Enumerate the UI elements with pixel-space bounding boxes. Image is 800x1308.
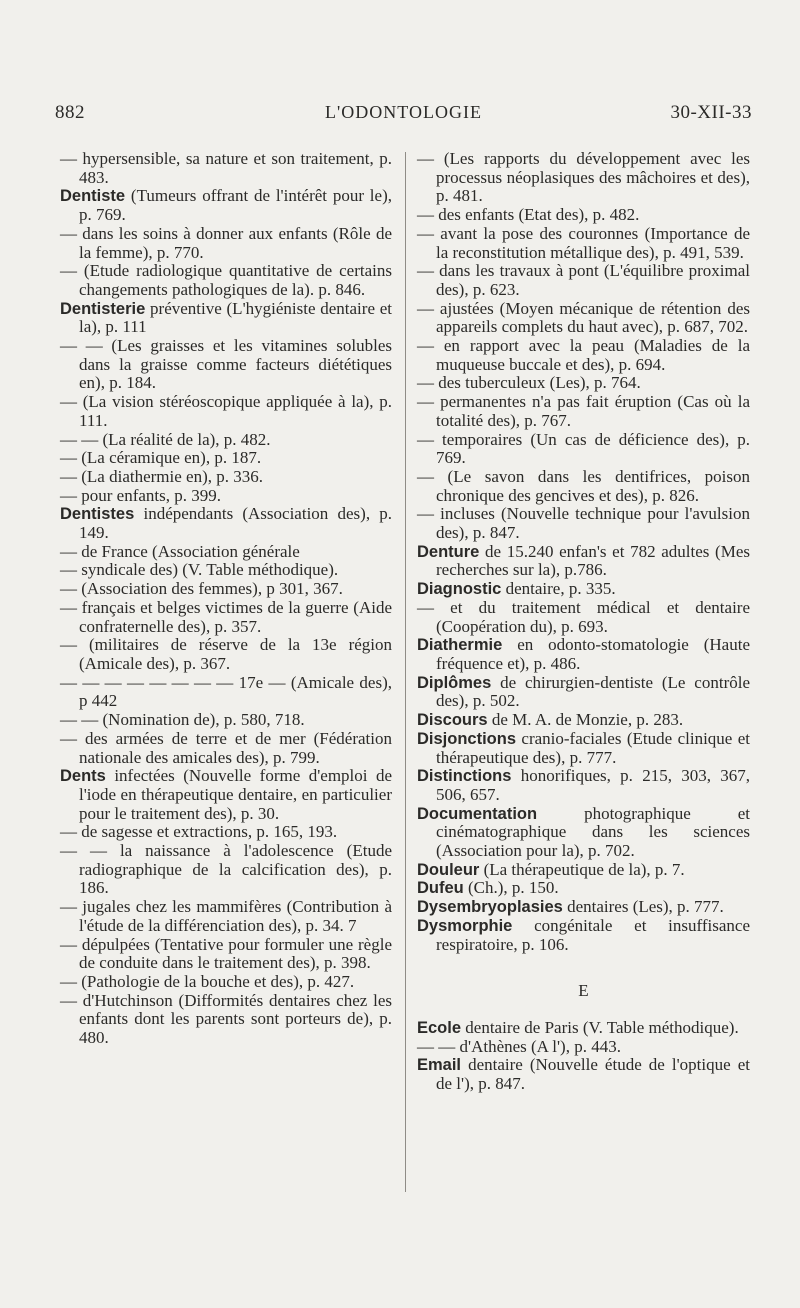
index-entry xyxy=(60,487,392,506)
index-entry xyxy=(60,636,392,673)
left-column xyxy=(60,150,392,1048)
entry-headword: Dysembryoplasies xyxy=(417,898,563,917)
right-column-d-entries xyxy=(417,150,750,954)
entry-text: — — d'Athènes (A l'), p. 443. xyxy=(417,1036,621,1056)
entry-text: — incluses (Nouvelle technique pour l'avulsion des), p. 847. xyxy=(417,504,750,543)
entry-headword: Douleur xyxy=(417,860,480,879)
right-column xyxy=(417,150,750,1094)
index-entry xyxy=(60,431,392,450)
entry-text: honorifiques, p. 215, 303, 367, 506, 657. xyxy=(436,766,750,804)
entry-text: — en rapport avec la peau (Maladies de la muqueuse buccale et des), p. 694. xyxy=(417,336,750,374)
entry-text: — de sagesse et extractions, p. 165, 193. xyxy=(60,822,338,842)
entry-text: — temporaires (Un cas de déficience des), p. 769. xyxy=(417,429,750,468)
index-entry xyxy=(60,842,392,898)
index-entry xyxy=(417,898,750,917)
entry-text: — français et belges victimes de la guerre (Aide confraternelle des), p. 357. xyxy=(60,597,392,636)
index-entry xyxy=(417,1038,750,1057)
index-entry xyxy=(60,599,392,636)
index-entry xyxy=(60,936,392,973)
index-entry xyxy=(417,300,750,337)
index-entry xyxy=(60,150,392,187)
index-entry xyxy=(60,337,392,393)
index-entry xyxy=(60,449,392,468)
entry-text: de M. A. de Monzie, p. 283. xyxy=(491,710,684,730)
page-number: 882 xyxy=(55,102,85,123)
entry-text: infectées (Nouvelle forme d'emploi de l'iode en thérapeutique dentaire, en particulier pour le traitement des), p. 30. xyxy=(79,766,393,823)
entry-text: dentaires (Les), p. 777. xyxy=(567,897,724,917)
index-entry xyxy=(417,1019,750,1038)
entry-headword: Dentiste xyxy=(60,187,126,206)
entry-headword: Denture xyxy=(417,542,480,561)
entry-text: congénitale et insuffisance respiratoire, p. 106. xyxy=(436,915,751,954)
index-entry xyxy=(60,468,392,487)
entry-headword: Dents xyxy=(60,767,106,786)
index-entry xyxy=(417,1056,750,1093)
entry-text: — des tuberculeux (Les), p. 764. xyxy=(417,373,641,393)
entry-text: — avant la pose des couronnes (Importance de la reconstitution métallique des), p. 491, 539. xyxy=(417,223,750,262)
index-entry xyxy=(417,206,750,225)
entry-text: — (Pathologie de la bouche et des), p. 427. xyxy=(60,971,355,991)
entry-text: — (La céramique en), p. 187. xyxy=(60,448,262,468)
entry-text: en odonto-stomatologie (Haute fréquence et), p. 486. xyxy=(436,635,750,673)
entry-text: — (La diathermie en), p. 336. xyxy=(60,466,263,486)
entry-text: — ajustées (Moyen mécanique de rétention des appareils complets du haut avec), p. 687, 702. xyxy=(417,298,750,337)
entry-headword: Dufeu xyxy=(417,879,464,898)
index-entry xyxy=(417,805,750,861)
index-entry xyxy=(60,300,392,337)
entry-text: de chirurgien-dentiste (Le contrôle des), p. 502. xyxy=(436,672,750,711)
entry-text: — dans les travaux à pont (L'équilibre proximal des), p. 623. xyxy=(417,261,750,299)
entry-text: — dans les soins à donner aux enfants (Rôle de la femme), p. 770. xyxy=(60,223,392,262)
entry-text: — (militaires de réserve de la 13e région (Amicale des), p. 367. xyxy=(60,635,392,673)
entry-text: — syndicale des) (V. Table méthodique). xyxy=(60,560,339,580)
entry-text: — dépulpées (Tentative pour formuler une règle de conduite dans le traitement des), p. 398. xyxy=(60,934,392,973)
issue-date: 30-XII-33 xyxy=(670,102,752,123)
index-entry xyxy=(417,468,750,505)
index-entry xyxy=(60,393,392,430)
section-letter: E xyxy=(578,981,589,1001)
column-divider xyxy=(405,152,406,1192)
index-entry xyxy=(417,337,750,374)
index-entry xyxy=(60,580,392,599)
entry-text: (Tumeurs offrant de l'intérêt pour le), p. 769. xyxy=(79,186,392,225)
index-entry xyxy=(417,580,750,599)
entry-text: indépendants (Association des), p. 149. xyxy=(79,504,393,543)
index-entry xyxy=(417,374,750,393)
entry-headword: Disjonctions xyxy=(417,729,517,748)
entry-headword: Documentation xyxy=(417,804,538,823)
running-title: L'ODONTOLOGIE xyxy=(325,102,482,122)
entry-text: préventive (L'hygiéniste dentaire et la), p. 111 xyxy=(79,298,392,337)
index-entry xyxy=(60,730,392,767)
entry-text: dentaire de Paris (V. Table méthodique). xyxy=(465,1017,739,1037)
entry-text: de 15.240 enfan's et 782 adultes (Mes recherches sur la), p.786. xyxy=(436,541,750,580)
index-entry xyxy=(60,898,392,935)
entry-text: dentaire, p. 335. xyxy=(505,579,616,599)
entry-text: — hypersensible, sa nature et son traitement, p. 483. xyxy=(60,149,392,187)
index-entry xyxy=(417,431,750,468)
entry-headword: Discours xyxy=(417,711,488,730)
entry-text: — — — — — — — — 17e — (Amicale des), p 442 xyxy=(60,672,392,711)
entry-text: — — (Nomination de), p. 580, 718. xyxy=(60,710,305,730)
entry-text: (La thérapeutique de la), p. 7. xyxy=(483,859,685,879)
index-entry xyxy=(417,505,750,542)
page-header xyxy=(55,102,752,132)
entry-headword: Email xyxy=(417,1056,462,1075)
index-entry xyxy=(417,636,750,673)
entry-text: photographique et cinématographique dans les sciences (Association pour la), p. 702. xyxy=(436,803,750,861)
index-entry xyxy=(417,543,750,580)
index-entry xyxy=(417,767,750,804)
entry-text: — jugales chez les mammifères (Contribution à l'étude de la différenciation des), p. 34. 7 xyxy=(60,897,392,935)
entry-text: — (Le savon dans les dentifrices, poison chronique des gencives et des), p. 826. xyxy=(417,466,750,505)
entry-headword: Ecole xyxy=(417,1018,462,1037)
entry-text: — (Etude radiologique quantitative de certains changements pathologiques de la). p. 846. xyxy=(60,261,392,299)
entry-headword: Diathermie xyxy=(417,636,503,655)
entry-text: dentaire (Nouvelle étude de l'optique et de l'), p. 847. xyxy=(436,1055,751,1094)
entry-text: — (Association des femmes), p 301, 367. xyxy=(60,579,343,599)
entry-headword: Dysmorphie xyxy=(417,916,513,935)
entry-text: — et du traitement médical et dentaire (Coopération du), p. 693. xyxy=(417,597,750,636)
index-entry xyxy=(60,505,392,542)
entry-text: — d'Hutchinson (Difformités dentaires chez les enfants dont les parents sont porteurs de), p. 480. xyxy=(60,990,392,1048)
entry-headword: Distinctions xyxy=(417,767,512,786)
entry-text: — (Les rapports du développement avec les processus néoplasiques des mâchoires et des), p. 481. xyxy=(417,149,750,206)
entry-text: cranio-faciales (Etude clinique et thérapeutique des), p. 777. xyxy=(436,728,751,767)
index-entry xyxy=(60,543,392,562)
index-entry xyxy=(60,187,392,224)
index-entry xyxy=(417,225,750,262)
entry-headword: Diplômes xyxy=(417,673,492,692)
index-entry xyxy=(417,861,750,880)
index-entry xyxy=(60,973,392,992)
entry-text: — — (La réalité de la), p. 482. xyxy=(60,429,271,449)
entry-text: — — (Les graisses et les vitamines solubles dans la graisse comme facteurs diététiques en), p. 184. xyxy=(60,336,392,393)
index-entry xyxy=(60,823,392,842)
index-entry xyxy=(417,674,750,711)
entry-text: — (La vision stéréoscopique appliquée à la), p. 111. xyxy=(60,392,392,430)
index-entry xyxy=(60,992,392,1048)
index-entry xyxy=(60,674,392,711)
right-column-e-entries xyxy=(417,1019,750,1094)
entry-text: — permanentes n'a pas fait éruption (Cas où la totalité des), p. 767. xyxy=(417,392,750,430)
index-entry xyxy=(417,599,750,636)
index-entry xyxy=(60,262,392,299)
entry-text: — de France (Association générale xyxy=(60,541,300,561)
index-entry xyxy=(417,711,750,730)
entry-text: — — la naissance à l'adolescence (Etude radiographique de la calcification des), p. 186. xyxy=(60,841,392,898)
index-entry xyxy=(60,767,392,823)
index-entry xyxy=(417,393,750,430)
entry-headword: Diagnostic xyxy=(417,580,502,599)
entry-text: — des enfants (Etat des), p. 482. xyxy=(417,205,640,225)
index-entry xyxy=(417,262,750,299)
index-entry xyxy=(417,730,750,767)
index-entry xyxy=(60,711,392,730)
index-entry xyxy=(417,879,750,898)
index-entry xyxy=(417,150,750,206)
index-entry xyxy=(417,917,750,954)
entry-text: — pour enfants, p. 399. xyxy=(60,485,222,505)
entry-headword: Dentistes xyxy=(60,505,135,524)
index-entry xyxy=(60,225,392,262)
entry-headword: Dentisterie xyxy=(60,299,146,318)
index-entry xyxy=(60,561,392,580)
entry-text: — des armées de terre et de mer (Fédération nationale des amicales des), p. 799. xyxy=(60,728,392,767)
entry-text: (Ch.), p. 150. xyxy=(468,878,559,898)
